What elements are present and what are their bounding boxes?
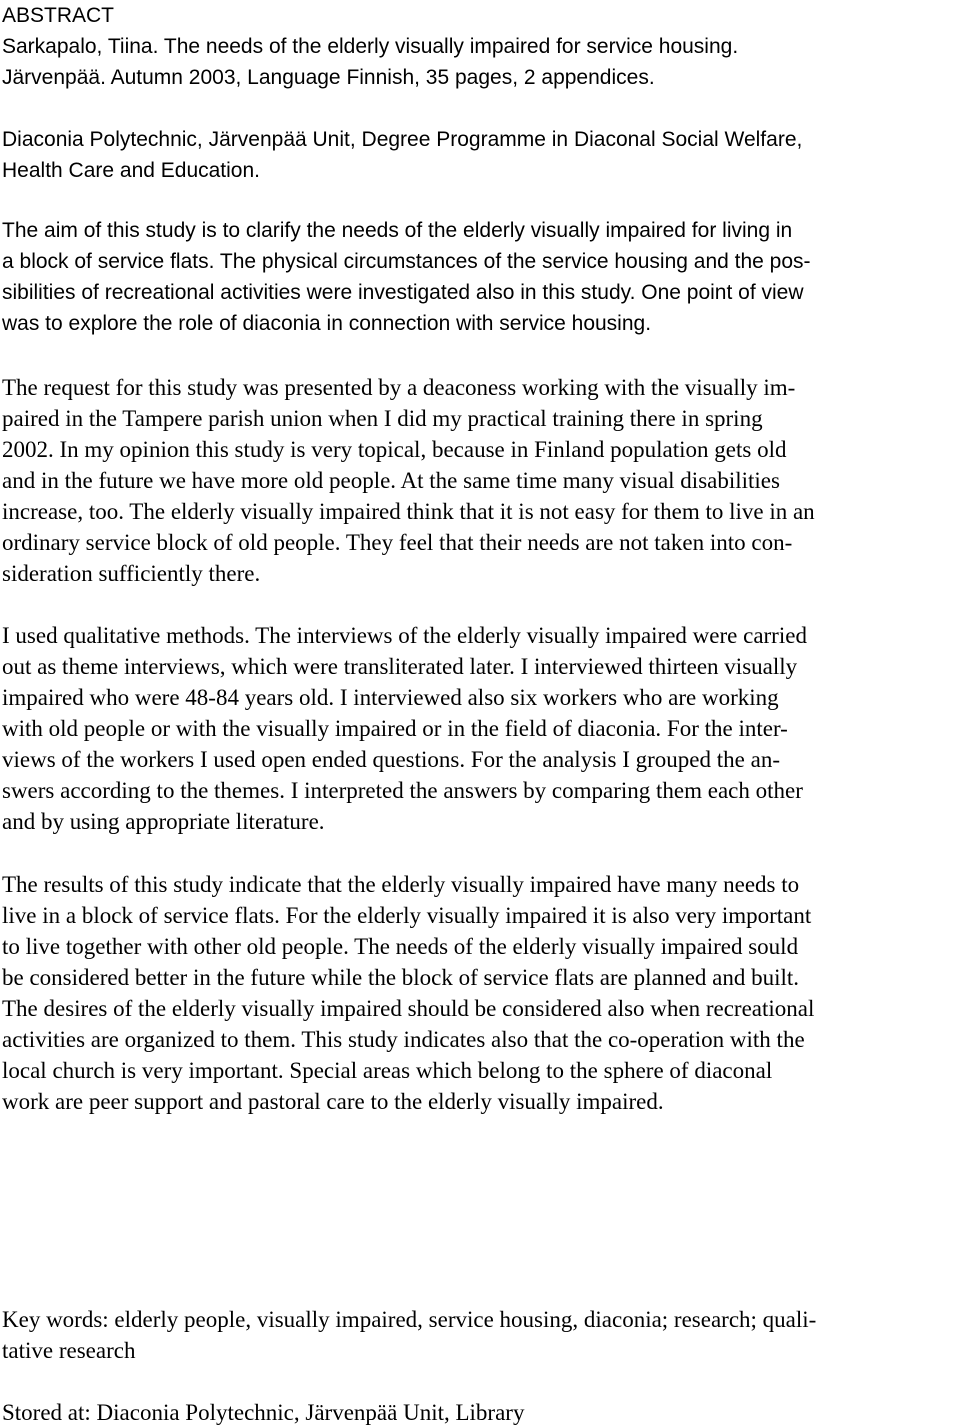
results-line: be considered better in the future while the block of service flats are planned and built. [2, 965, 800, 990]
methods-line: and by using appropriate literature. [2, 809, 325, 834]
program-line: Diaconia Polytechnic, Järvenpää Unit, Degree Programme in Diaconal Social Welfare, [2, 128, 803, 151]
keywords-line: Key words: elderly people, visually impaired, service housing, diaconia; research; quali- [2, 1307, 817, 1332]
stored-at-paragraph [2, 1397, 954, 1428]
results-line: The results of this study indicate that the elderly visually impaired have many needs to [2, 872, 800, 897]
program-paragraph [2, 124, 954, 186]
results-line: local church is very important. Special areas which belong to the sphere of diaconal [2, 1058, 773, 1083]
results-paragraph [2, 869, 954, 1117]
stored-at-line: Stored at: Diaconia Polytechnic, Järvenpää Unit, Library [2, 1400, 525, 1425]
request-line: increase, too. The elderly visually impaired think that it is not easy for them to live in an [2, 499, 815, 524]
results-line: activities are organized to them. This study indicates also that the co-operation with the [2, 1027, 805, 1052]
aim-line: was to explore the role of diaconia in connection with service housing. [2, 312, 652, 335]
abstract-heading: ABSTRACT [2, 4, 115, 27]
aim-paragraph [2, 215, 954, 339]
methods-paragraph [2, 620, 954, 837]
methods-line: I used qualitative methods. The interviews of the elderly visually impaired were carried [2, 623, 807, 648]
results-line: work are peer support and pastoral care to the elderly visually impaired. [2, 1089, 664, 1114]
results-line: The desires of the elderly visually impaired should be considered also when recreational [2, 996, 815, 1021]
program-line: Health Care and Education. [2, 159, 260, 182]
request-line: ordinary service block of old people. They feel that their needs are not taken into con- [2, 530, 793, 555]
aim-line: a block of service flats. The physical circumstances of the service housing and the pos- [2, 250, 811, 273]
results-line: to live together with other old people. The needs of the elderly visually impaired sould [2, 934, 799, 959]
keywords-paragraph [2, 1304, 954, 1366]
methods-line: out as theme interviews, which were transliterated later. I interviewed thirteen visually [2, 654, 798, 679]
abstract-header [2, 0, 954, 93]
request-line: paired in the Tampere parish union when I did my practical training there in spring [2, 406, 763, 431]
request-line: sideration sufficiently there. [2, 561, 261, 586]
request-line: and in the future we have more old people. At the same time many visual disabilities [2, 468, 780, 493]
keywords-line: tative research [2, 1338, 136, 1363]
request-line: 2002. In my opinion this study is very topical, because in Finland population gets old [2, 437, 787, 462]
aim-line: sibilities of recreational activities were investigated also in this study. One point of view [2, 281, 804, 304]
citation-line: Sarkapalo, Tiina. The needs of the elderly visually impaired for service housing. [2, 35, 739, 58]
methods-line: swers according to the themes. I interpreted the answers by comparing them each other [2, 778, 803, 803]
request-line: The request for this study was presented by a deaconess working with the visually im- [2, 375, 796, 400]
methods-line: impaired who were 48-84 years old. I interviewed also six workers who are working [2, 685, 779, 710]
methods-line: views of the workers I used open ended questions. For the analysis I grouped the an- [2, 747, 780, 772]
request-paragraph [2, 372, 954, 589]
citation-line: Järvenpää. Autumn 2003, Language Finnish, 35 pages, 2 appendices. [2, 66, 655, 89]
methods-line: with old people or with the visually impaired or in the field of diaconia. For the inter- [2, 716, 788, 741]
results-line: live in a block of service flats. For the elderly visually impaired it is also very important [2, 903, 812, 928]
aim-line: The aim of this study is to clarify the needs of the elderly visually impaired for living in [2, 219, 793, 242]
